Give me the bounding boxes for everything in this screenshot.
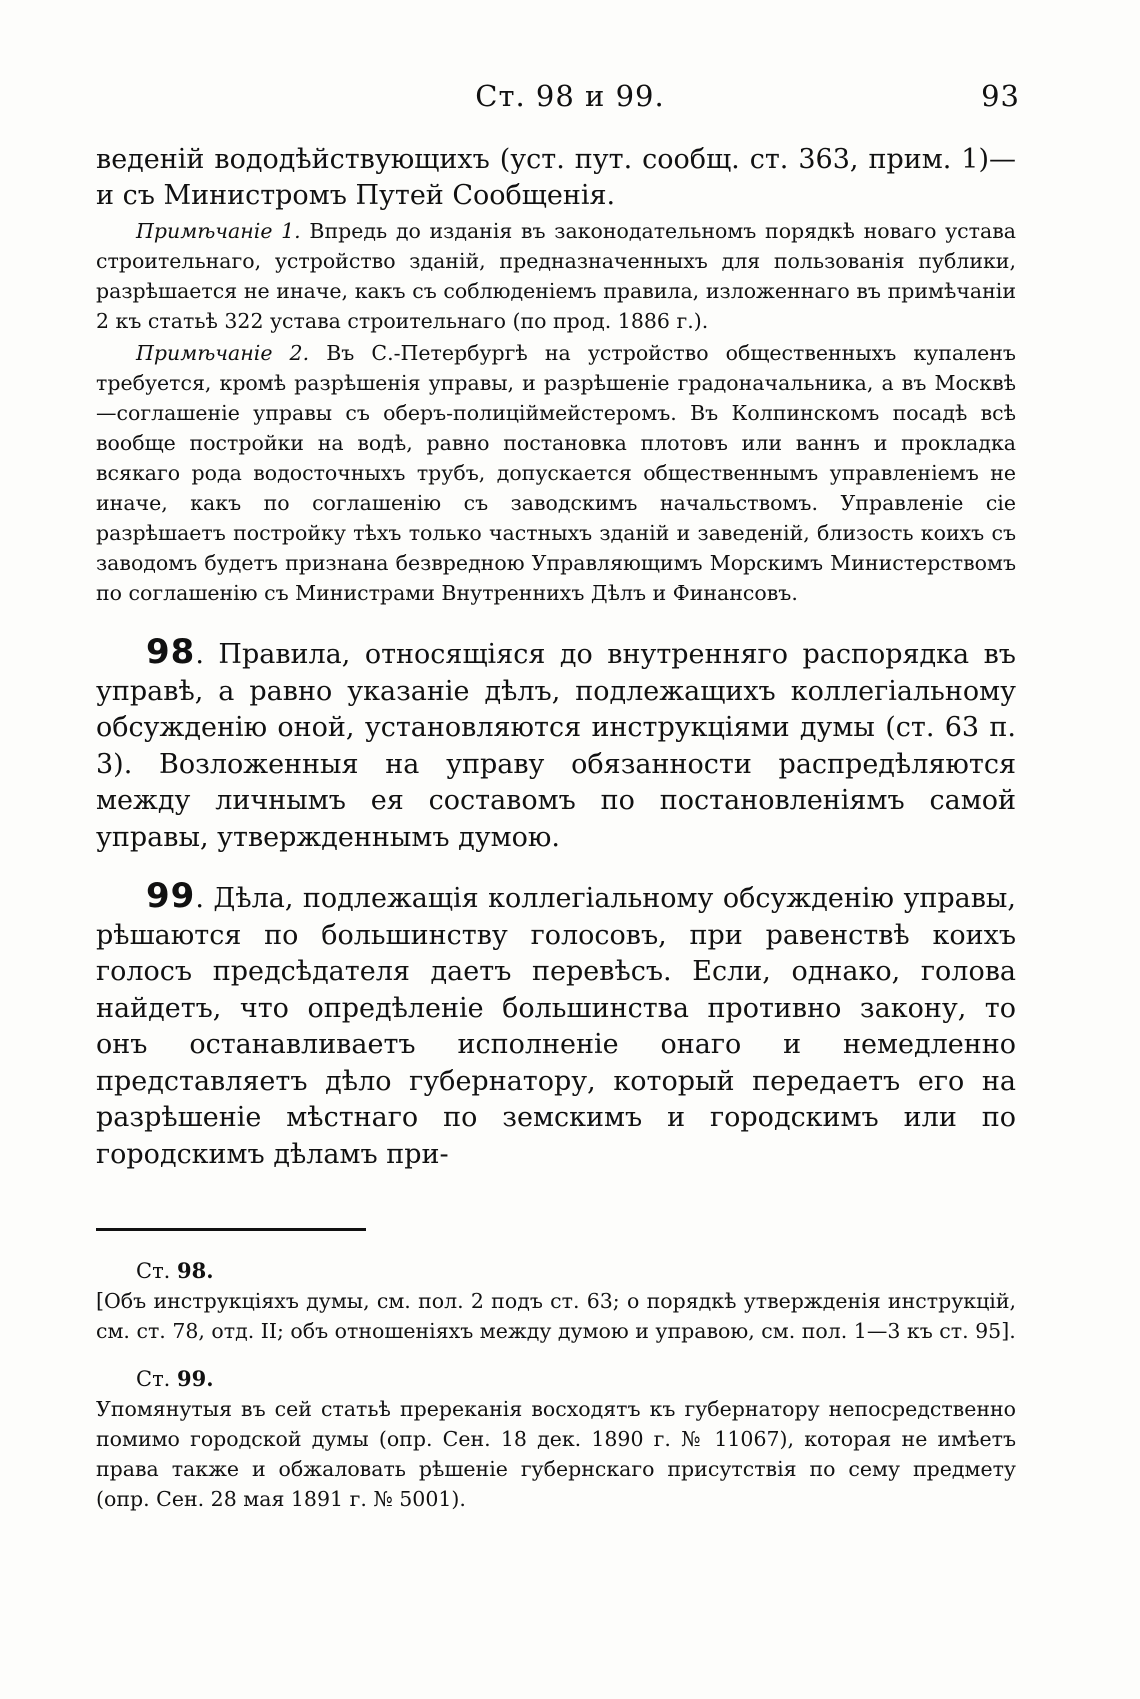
note-2-label: Примѣчаніе 2. [136, 341, 310, 365]
footnote-98-text: [Объ инструкціяхъ думы, см. пол. 2 подъ ст. 63; о порядкѣ утвержденія инструкцій, см. ст. 78, отд. II; объ отношеніяхъ между думою и управою, см. пол. 1—3 къ ст. 95]. [96, 1289, 1016, 1343]
article-98-text: . Правила, относящіяся до внутренняго распорядка въ управѣ, а равно указаніе дѣлъ, подлежащихъ коллегіальному обсужденію оной, установляются инструкціями думы (ст. 63 п. 3). Возложенныя на управу обязанности распредѣляются между личнымъ ея составомъ по постановленіямъ самой управы, утвержденнымъ думою. [96, 639, 1016, 853]
footnote-99-heading: Ст. 99. [136, 1366, 214, 1391]
note-2 [96, 338, 1016, 608]
note-1-label: Примѣчаніе 1. [136, 219, 301, 243]
running-header [0, 76, 1140, 116]
article-99-number: 99 [146, 876, 196, 916]
footnotes [96, 1256, 1016, 1514]
main-text [96, 142, 1016, 1173]
article-99-text: . Дѣла, подлежащія коллегіальному обсужденію управы, рѣшаются по большинству голосовъ, при равенствѣ коихъ голосъ предсѣдателя даетъ перевѣсъ. Если, однако, голова найдетъ, что опредѣленіе большинства противно закону, то онъ останавливаетъ исполненіе онаго и немедленно представляетъ дѣло губернатору, который передаетъ его на разрѣшеніе мѣстнаго по земскимъ и городскимъ или по городскимъ дѣламъ при- [96, 883, 1016, 1170]
article-98-number: 98 [146, 632, 196, 672]
note-1-text: Впредь до изданія въ законодательномъ порядкѣ новаго устава строительнаго, устройство зданій, предназначенныхъ для пользованія публики, разрѣшается не иначе, какъ съ соблюденіемъ правила, изложеннаго въ примѣчаніи 2 къ статьѣ 322 устава строительнаго (по прод. 1886 г.). [96, 219, 1016, 333]
continuation-paragraph: веденій вододѣйствующихъ (уст. пут. сообщ. ст. 363, прим. 1)— и съ Министромъ Путей Сообщенія. [96, 144, 1016, 211]
article-98 [96, 634, 1016, 856]
note-1 [96, 216, 1016, 336]
article-99 [96, 878, 1016, 1173]
note-2-text: Въ С.-Петербургѣ на устройство общественныхъ купаленъ требуется, кромѣ разрѣшенія управы, и разрѣшеніе градоначальника, а въ Москвѣ—соглашеніе управы съ оберъ-полиціймейстеромъ. Въ Колпинскомъ посадѣ всѣ вообще постройки на водѣ, равно постановка плотовъ или ваннъ и прокладка всякаго рода водосточныхъ трубъ, допускается общественнымъ управленіемъ не иначе, какъ по соглашенію съ заводскимъ начальствомъ. Управленіе сіе разрѣшаетъ постройку тѣхъ только частныхъ зданій и заведеній, близость коихъ съ заводомъ будетъ признана безвредною Управляющимъ Морскимъ Министерствомъ по соглашенію съ Министрами Внутреннихъ Дѣлъ и Финансовъ. [96, 341, 1016, 605]
footnote-separator [96, 1228, 366, 1231]
footnote-98-heading: Ст. 98. [136, 1258, 214, 1283]
running-title: Ст. 98 и 99. [475, 79, 665, 113]
footnote-99-text: Упомянутыя въ сей статьѣ пререканія восходятъ къ губернатору непосредственно помимо городской думы (опр. Сен. 18 дек. 1890 г. № 11067), которая не имѣетъ права также и обжаловать рѣшеніе губернскаго присутствія по сему предмету (опр. Сен. 28 мая 1891 г. № 5001). [96, 1397, 1016, 1511]
page-number: 93 [981, 79, 1020, 113]
